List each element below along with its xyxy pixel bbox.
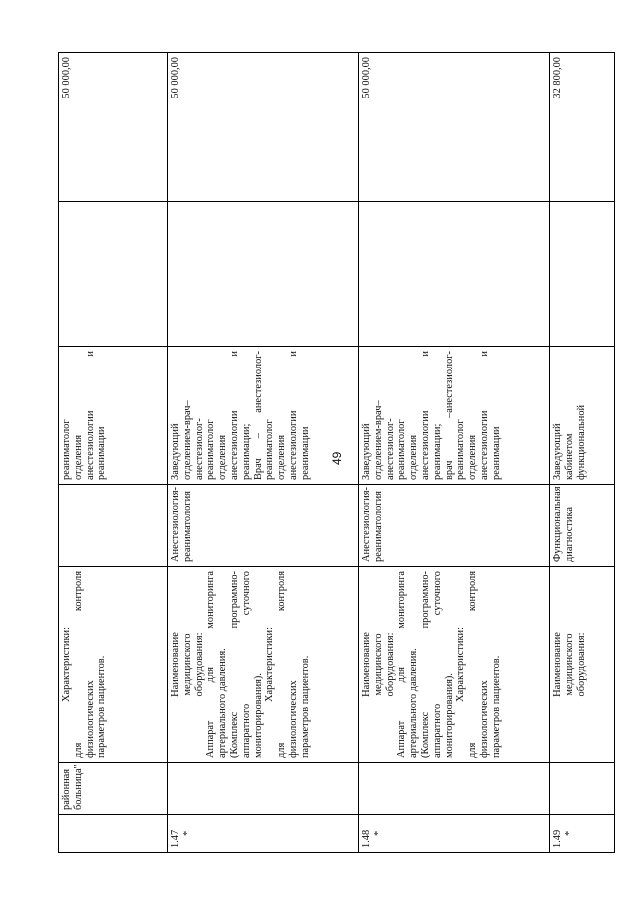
specialty-line: Анестезиология-: [361, 487, 372, 562]
position-line: функциональной: [575, 404, 587, 480]
position-line: анестезиологии и: [478, 351, 490, 480]
equipment-name-line: Характеристики:: [61, 627, 72, 702]
empty-cell: [550, 202, 615, 347]
equipment-name-line: оборудования:: [193, 632, 205, 697]
specialty-cell: [359, 485, 550, 567]
facility-line: районная: [61, 768, 72, 810]
equipment-name-line: Аппарат для мониторинга: [396, 571, 408, 758]
position-cell: [168, 347, 359, 485]
price-cell: 50 000,00: [168, 53, 359, 202]
position-line: отделением-врач–: [372, 400, 384, 480]
position-line: Врач – анестезиолог-: [252, 351, 264, 480]
position-line: реанимации: [490, 426, 502, 480]
equipment-name-line: физиологических: [478, 680, 490, 758]
position-line: отделения: [408, 434, 420, 480]
position-line: реаниматолог: [396, 419, 408, 480]
position-line: анестезиологии и: [228, 351, 240, 480]
equipment-table: [58, 52, 615, 853]
position-line: реанимации;: [431, 423, 443, 480]
specialty-line: Анестезиология-: [170, 487, 181, 562]
position-line: отделения: [72, 434, 84, 480]
empty-cell: [59, 202, 168, 347]
equipment-name-cell: [359, 567, 550, 763]
specialty-line: диагностика: [563, 507, 575, 562]
equipment-name-line: параметров пациентов.: [490, 655, 502, 758]
equipment-name-line: Наименование: [552, 632, 563, 697]
equipment-name-line: для контроля: [72, 571, 84, 758]
position-line: Заведующий: [170, 423, 181, 480]
position-line: отделением-врач–: [181, 400, 193, 480]
equipment-name-line: Характеристики:: [264, 627, 276, 702]
specialty-line: Функциональная: [552, 486, 563, 562]
equipment-name-line: мониторирования).: [443, 673, 455, 758]
equipment-name-line: аппаратного суточного: [431, 571, 443, 758]
price-cell: 32 800,00: [550, 53, 615, 202]
facility-cell: [59, 763, 168, 815]
equipment-name-cell: [168, 567, 359, 763]
equipment-name-line: оборудования:: [575, 632, 587, 697]
equipment-name-line: Наименование: [170, 632, 181, 697]
facility-cell: [359, 763, 550, 815]
equipment-name-line: медицинского: [563, 633, 575, 696]
position-cell: [550, 347, 615, 485]
position-line: реаниматолог: [455, 419, 467, 480]
equipment-name-line: медицинского: [372, 633, 384, 696]
row-number: 1.48: [361, 829, 372, 848]
empty-cell: [168, 202, 359, 347]
position-line: кабинетом: [563, 433, 575, 480]
table-row: [59, 53, 168, 853]
row-asterisk: *: [181, 830, 193, 836]
position-line: реаниматолог: [264, 419, 276, 480]
position-line: реанимации;: [240, 423, 252, 480]
equipment-name-line: артериального давления.: [408, 648, 420, 758]
specialty-line: реаниматология: [372, 491, 384, 562]
table-row: [550, 53, 615, 853]
position-cell: [59, 347, 168, 485]
equipment-name-cell: [59, 567, 168, 763]
position-cell: [359, 347, 550, 485]
facility-line: больница": [72, 764, 84, 810]
row-asterisk: *: [563, 830, 575, 836]
equipment-name-line: Наименование: [361, 632, 372, 697]
row-number-cell: [59, 815, 168, 853]
position-line: отделения: [276, 434, 288, 480]
specialty-cell: [59, 485, 168, 567]
position-line: реанимации: [299, 426, 311, 480]
equipment-name-line: физиологических: [287, 680, 299, 758]
equipment-name-line: (Комплекс программно-: [419, 571, 431, 758]
price-cell: 50 000,00: [359, 53, 550, 202]
equipment-name-line: для контроля: [276, 571, 288, 758]
empty-cell: [359, 202, 550, 347]
equipment-name-line: для контроля: [467, 571, 479, 758]
table-row: [359, 53, 550, 853]
row-asterisk: *: [372, 830, 384, 836]
position-line: реаниматолог: [61, 419, 72, 480]
price-cell: 50 000,00: [59, 53, 168, 202]
position-line: реанимации: [96, 426, 108, 480]
equipment-name-line: оборудования:: [384, 632, 396, 697]
row-number-cell: [550, 815, 615, 853]
facility-cell: [168, 763, 359, 815]
facility-cell: [550, 763, 615, 815]
equipment-name-line: (Комплекс программно-: [228, 571, 240, 758]
row-number: 1.49: [552, 829, 563, 848]
position-line: анестезиологии и: [287, 351, 299, 480]
position-line: реаниматолог: [205, 419, 217, 480]
position-line: врач –анестезиолог-: [443, 351, 455, 480]
position-line: Заведующий: [361, 423, 372, 480]
position-line: отделения: [467, 434, 479, 480]
equipment-name-line: артериального давления.: [217, 648, 229, 758]
row-number-cell: [359, 815, 550, 853]
position-line: анестезиолог-: [384, 418, 396, 480]
equipment-name-line: аппаратного суточного: [240, 571, 252, 758]
row-number-cell: [168, 815, 359, 853]
position-line: отделения: [217, 434, 229, 480]
specialty-cell: [168, 485, 359, 567]
specialty-cell: [550, 485, 615, 567]
equipment-name-line: физиологических: [84, 680, 96, 758]
position-line: Заведующий: [552, 423, 563, 480]
position-line: анестезиологии и: [84, 351, 96, 480]
equipment-name-line: мониторирования).: [252, 673, 264, 758]
position-line: анестезиологии и: [419, 351, 431, 480]
table-row: [168, 53, 359, 853]
equipment-name-line: Характеристики:: [455, 627, 467, 702]
equipment-name-line: параметров пациентов.: [299, 655, 311, 758]
page-number: 49: [330, 451, 344, 465]
specialty-line: реаниматология: [181, 491, 193, 562]
row-number: 1.47: [170, 829, 181, 848]
position-line: анестезиолог-: [193, 418, 205, 480]
equipment-name-line: параметров пациентов.: [96, 655, 108, 758]
equipment-name-line: медицинского: [181, 633, 193, 696]
equipment-name-line: Аппарат для мониторинга: [205, 571, 217, 758]
equipment-name-cell: [550, 567, 615, 763]
